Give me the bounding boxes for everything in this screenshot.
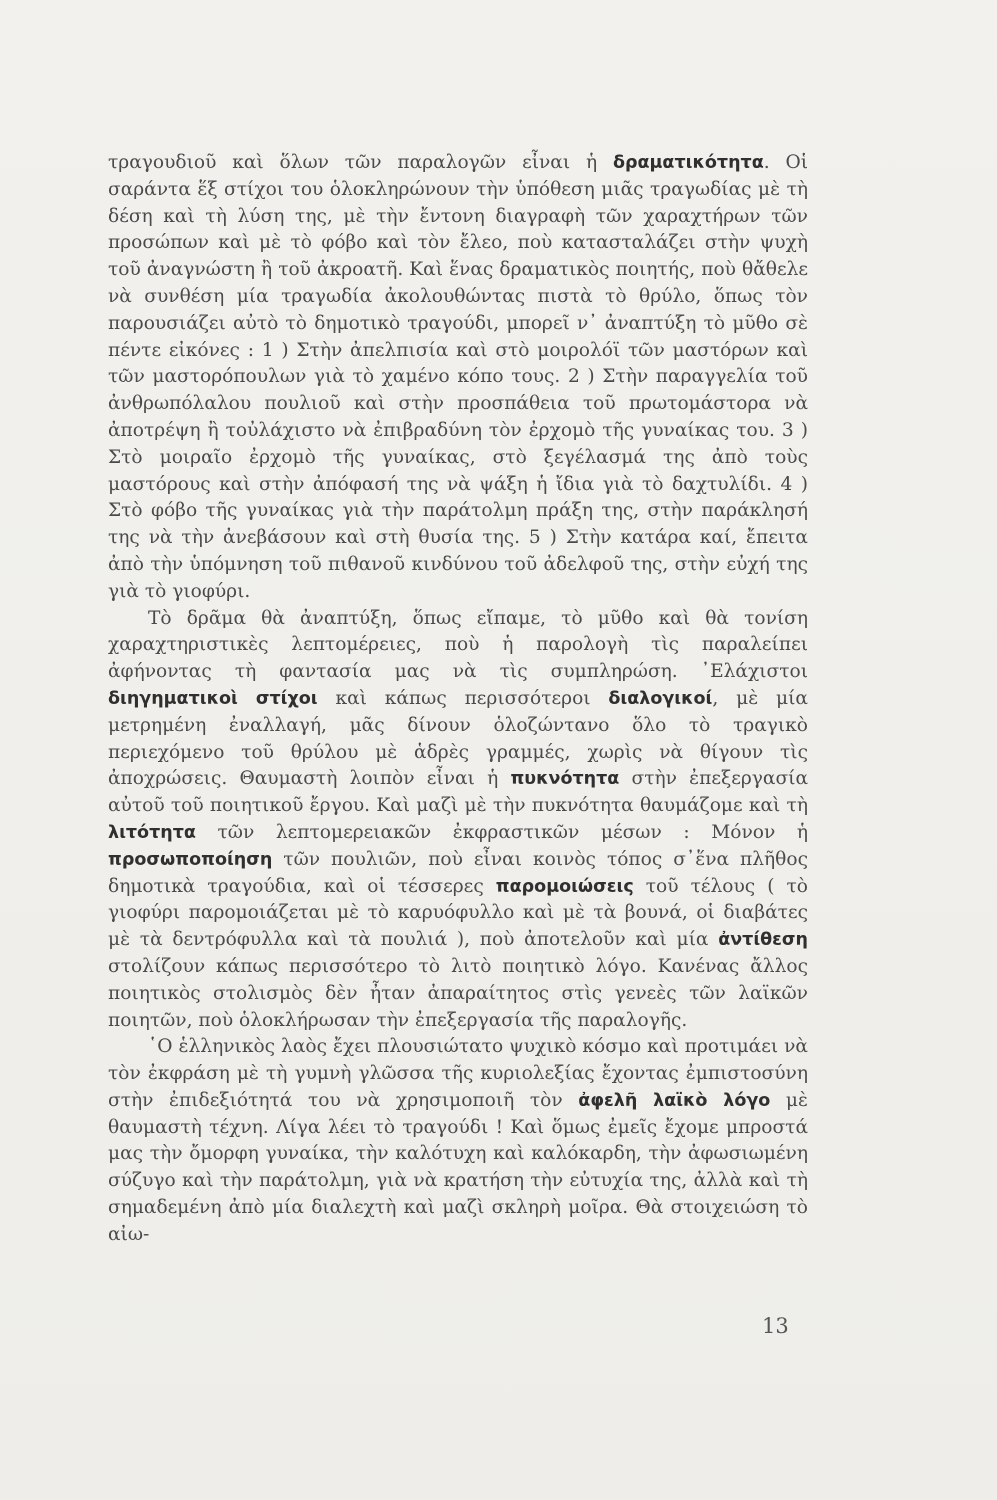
- emphasized-term: διαλογικοί: [608, 688, 713, 709]
- text-run: τραγουδιοῦ καὶ ὅλων τῶν παραλογῶν εἶναι ἡ: [108, 152, 613, 173]
- emphasized-term: ἀντίθεση: [718, 930, 808, 951]
- text-run: τῶν λεπτομερειακῶν ἐκφραστικῶν μέσων : Μόνον ἡ: [195, 821, 808, 843]
- emphasized-term: παρομοιώσεις: [495, 876, 634, 897]
- paragraph: [108, 606, 808, 1035]
- text-run: τοῦ τέλους ( τὸ γιοφύρι παρομοιάζεται μὲ τὸ καρυόφυλλο καὶ μὲ τὰ βουνά, οἱ διαβάτες μὲ τὰ δεντρόφυλλα καὶ τὰ πουλιά ), ποὺ ἀποτελοῦν καὶ μία: [108, 875, 808, 951]
- text-run: τῶν πουλιῶν, ποὺ εἶναι κοινὸς τόπος σ᾽ἕνα πλῆθος δημοτικὰ τραγούδια, καὶ οἱ τέσσερες: [108, 848, 808, 897]
- emphasized-term: λιτότητα: [108, 822, 196, 843]
- emphasized-term: πυκνότητα: [510, 769, 620, 790]
- paragraph: [108, 1034, 808, 1248]
- emphasized-term: διηγηματικοὶ στίχοι: [108, 688, 318, 709]
- text-run: καὶ κάπως περισσότεροι: [317, 687, 609, 709]
- body-text: [108, 150, 808, 1249]
- text-run: . Οἱ σαράντα ἕξ στίχοι του ὁλοκληρώνουν τὴν ὑπόθεση μιᾶς τραγωδίας μὲ τὴ δέση καὶ τὴ λύση της, μὲ τὴν ἔντονη διαγραφὴ τῶν χαραχτήρων τῶν προσώπων καὶ μὲ τὸ φόβο καὶ τὸν ἔλεο, ποὺ κατασταλάζει στὴν ψυχὴ τοῦ ἀναγνώστη ἢ τοῦ ἀκροατῆ. Καὶ ἕνας δραματικὸς ποιητής, ποὺ θἄθελε νὰ συνθέση μία τραγωδία ἀκολουθώντας πιστὰ τὸ θρύλο, ὅπως τὸν παρουσιάζει αὐτὸ τὸ δημοτικὸ τραγούδι, μπορεῖ ν᾽ ἀναπτύξη τὸ μῦθο σὲ πέντε εἰκόνες : 1 ) Στὴν ἀπελπισία καὶ στὸ μοιρολόϊ τῶν μαστόρων καὶ τῶν μαστορόπουλων γιὰ τὸ χαμένο κόπο τους. 2 ) Στὴν παραγγελία τοῦ ἀνθρωπόλαλου πουλιοῦ καὶ στὴν προσπάθεια τοῦ πρωτομάστορα νὰ ἀποτρέψη ἢ τοὐλάχιστο νὰ ἐπιβραδύνη τὸν ἐρχομὸ τῆς γυναίκας του. 3 ) Στὸ μοιραῖο ἐρχομὸ τῆς γυναίκας, στὸ ξεγέλασμά της ἀπὸ τοὺς μαστόρους καὶ στὴν ἀπόφασή της νὰ ψάξη ἡ ἴδια γιὰ τὸ δαχτυλίδι. 4 ) Στὸ φόβο τῆς γυναίκας γιὰ τὴν παράτολμη πράξη της, στὴν παράκλησή της νὰ τὴν ἀνεβάσουν καὶ στὴ θυσία της. 5 ) Στὴν κατάρα καί, ἔπειτα ἀπὸ τὴν ὑπόμνηση τοῦ πιθανοῦ κινδύνου τοῦ ἀδελφοῦ της, στὴν εὐχή της γιὰ τὸ γιοφύρι.: [108, 152, 809, 602]
- text-run: ῾Ο ἑλληνικὸς λαὸς ἔχει πλουσιώτατο ψυχικὸ κόσμο καὶ προτιμάει νὰ τὸν ἐκφράση μὲ τὴ γυμνὴ γλῶσσα τῆς κυριολεξίας ἔχοντας ἐμπιστοσύνη στὴν ἐπιδεξιότητά του νὰ χρησιμοποιῆ τὸν: [108, 1036, 808, 1111]
- emphasized-term: ἀφελῆ λαϊκὸ λόγο: [578, 1090, 771, 1111]
- emphasized-term: προσωποποίηση: [108, 849, 273, 870]
- page-number: 13: [762, 1314, 789, 1338]
- text-run: στὴν ἐπεξεργασία αὐτοῦ τοῦ ποιητικοῦ ἔργου. Καὶ μαζὶ μὲ τὴν πυκνότητα θαυμάζομε καὶ τὴ: [108, 768, 808, 817]
- emphasized-term: δραματικότητα: [612, 153, 764, 173]
- paragraph: [108, 150, 808, 606]
- text-run: στολίζουν κάπως περισσότερο τὸ λιτὸ ποιητικὸ λόγο. Κανένας ἄλλος ποιητικὸς στολισμὸς δὲν ἦταν ἀπαραίτητος στὶς γενεὲς τῶν λαϊκῶν ποιητῶν, ποὺ ὁλοκλήρωσαν τὴν ἐπεξεργασία τῆς παραλογῆς.: [108, 955, 808, 1031]
- text-run: Τὸ δρᾶμα θὰ ἀναπτύξη, ὅπως εἴπαμε, τὸ μῦθο καὶ θὰ τονίση χαραχτηριστικὲς λεπτομέρειες, ποὺ ἡ παρολογὴ τὶς παραλείπει ἀφήνοντας τὴ φαντασία μας νὰ τὶς συμπληρώση. ᾿Ελάχιστοι: [108, 607, 808, 683]
- text-run: , μὲ μία μετρημένη ἐναλλαγή, μᾶς δίνουν ὁλοζώντανο ὅλο τὸ τραγικὸ περιεχόμενο τοῦ θρύλου μὲ ἁδρὲς γραμμές, χωρὶς νὰ θίγουν τὶς ἀποχρώσεις. Θαυμαστὴ λοιπὸν εἶναι ἡ: [108, 687, 808, 790]
- text-run: μὲ θαυμαστὴ τέχνη. Λίγα λέει τὸ τραγούδι ! Καὶ ὅμως ἐμεῖς ἔχομε μπροστά μας τὴν ὄμορφη γυναίκα, τὴν καλότυχη καὶ καλόκαρδη, τὴν ἀφωσιωμένη σύζυγο καὶ τὴν παράτολμη, γιὰ νὰ κρατήση τὴν εὐτυχία της, ἀλλὰ καὶ τὴ σημαδεμένη ἀπὸ μία διαλεχτὴ καὶ μαζὶ σκληρὴ μοῖρα. Θὰ στοιχειώση τὸ αἰω-: [108, 1089, 808, 1245]
